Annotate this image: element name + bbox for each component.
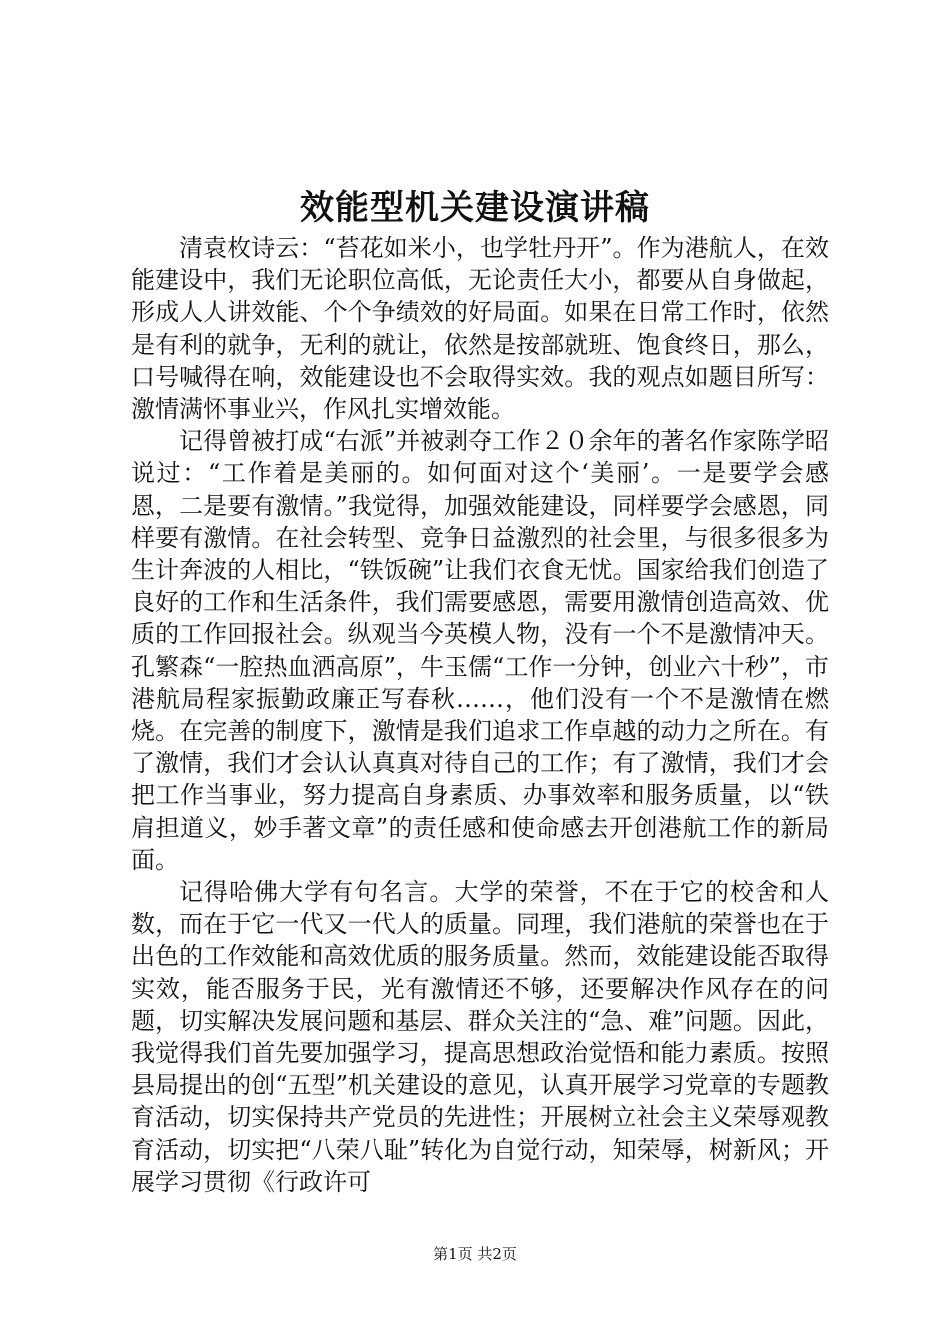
document-title: 效能型机关建设演讲稿 bbox=[300, 188, 650, 228]
paragraph-3: 记得哈佛大学有句名言。大学的荣誉，不在于它的校舍和人数，而在于它一代又一代人的质量。同理，我们港航的荣誉也在于出色的工作效能和高效优质的服务质量。然而，效能建设能否取得实效，能否服务于民，光有激情还不够，还要解决作风存在的问题，切实解决发展问题和基层、群众关注的“急、难”问题。因此，我觉得我们首先要加强学习，提高思想政治觉悟和能力素质。按照县局提出的创“五型”机关建设的意见，认真开展学习党章的专题教育活动，切实保持共产党员的先进性；开展树立社会主义荣辱观教育活动，切实把“八荣八耻”转化为自觉行动，知荣辱，树新风；开展学习贯彻《行政许可 bbox=[131, 878, 829, 1196]
page-number-footer: 第1页 共2页 bbox=[433, 1245, 517, 1263]
paragraph-2: 记得曾被打成“右派”并被剥夺工作２０余年的著名作家陈学昭说过：“工作着是美丽的。如何面对这个‘美丽’。一是要学会感恩，二是要有激情。”我觉得，加强效能建设，同样要学会感恩，同样要有激情。在社会转型、竞争日益激烈的社会里，与很多很多为生计奔波的人相比，“铁饭碗”让我们衣食无忧。国家给我们创造了良好的工作和生活条件，我们需要感恩，需要用激情创造高效、优质的工作回报社会。纵观当今英模人物，没有一个不是激情冲天。孔繁森“一腔热血洒高原”，牛玉儒“工作一分钟，创业六十秒”，市港航局程家振勤政廉正写春秋……，他们没有一个不是激情在燃烧。在完善的制度下，激情是我们追求工作卓越的动力之所在。有了激情，我们才会认认真真对待自己的工作；有了激情，我们才会把工作当事业，努力提高自身素质、办事效率和服务质量，以“铁肩担道义，妙手著文章”的责任感和使命感去开创港航工作的新局面。 bbox=[131, 427, 829, 874]
paragraph-1: 清袁枚诗云：“苔花如米小，也学牡丹开”。作为港航人，在效能建设中，我们无论职位高低，无论责任大小，都要从自身做起，形成人人讲效能、个个争绩效的好局面。如果在日常工作时，依然是有利的就争，无利的就让，依然是按部就班、饱食终日，那么，口号喊得在响，效能建设也不会取得实效。我的观点如题目所写：激情满怀事业兴，作风扎实增效能。 bbox=[131, 234, 829, 424]
document-body bbox=[131, 232, 829, 1198]
